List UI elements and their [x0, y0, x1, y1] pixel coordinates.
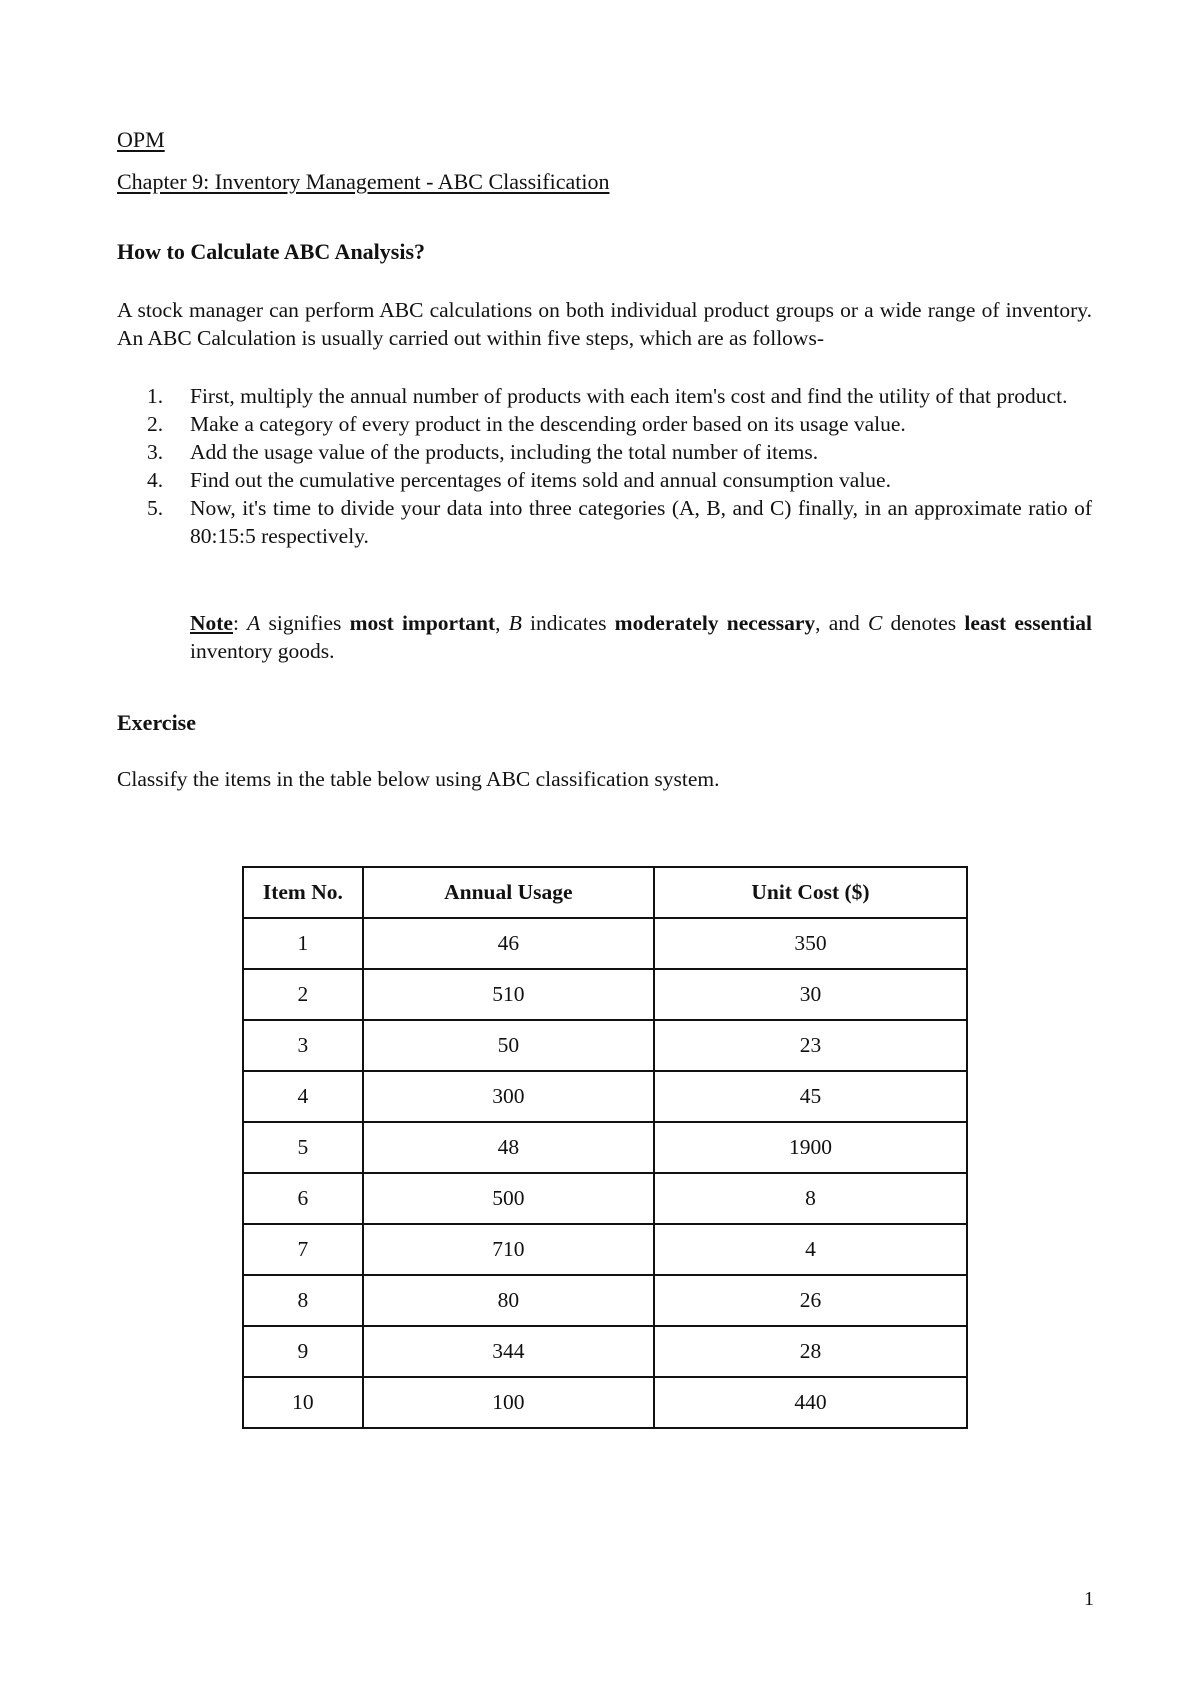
- item-no-cell: 2: [243, 969, 363, 1020]
- item-no-cell: 9: [243, 1326, 363, 1377]
- note-paragraph: Note: A signifies most important, B indicates moderately necessary, and C denotes least essential inventory goods.: [190, 611, 1093, 663]
- item-no-cell: 4: [243, 1071, 363, 1122]
- column-header-item-no: Item No.: [243, 867, 363, 918]
- category-a-meaning: most important: [349, 611, 496, 635]
- list-item: [117, 382, 1092, 410]
- table-row: [243, 1377, 967, 1428]
- category-c-meaning: least essential: [964, 611, 1093, 635]
- item-no-cell: 1: [243, 918, 363, 969]
- step-number: 5.: [147, 496, 164, 520]
- annual-usage-cell: 50: [363, 1020, 654, 1071]
- chapter-title: Chapter 9: Inventory Management - ABC Classification: [117, 169, 610, 194]
- annual-usage-cell: 710: [363, 1224, 654, 1275]
- table-row: [243, 918, 967, 969]
- annual-usage-cell: 46: [363, 918, 654, 969]
- unit-cost-cell: 23: [654, 1020, 967, 1071]
- table-row: [243, 1275, 967, 1326]
- exercise-instruction: Classify the items in the table below using ABC classification system.: [117, 767, 720, 791]
- step-number: 2.: [147, 412, 164, 436]
- unit-cost-cell: 4: [654, 1224, 967, 1275]
- step-text: Find out the cumulative percentages of items sold and annual consumption value.: [190, 468, 891, 492]
- item-no-cell: 10: [243, 1377, 363, 1428]
- unit-cost-cell: 1900: [654, 1122, 967, 1173]
- category-c-letter: C: [867, 611, 883, 635]
- step-text: Now, it's time to divide your data into three categories (A, B, and C) finally, in an approximate ratio of 80:15:5 respectively.: [190, 496, 1092, 548]
- course-code: OPM: [117, 127, 165, 152]
- annual-usage-cell: 80: [363, 1275, 654, 1326]
- unit-cost-cell: 440: [654, 1377, 967, 1428]
- item-no-cell: 7: [243, 1224, 363, 1275]
- inventory-table: [242, 866, 968, 1429]
- annual-usage-cell: 510: [363, 969, 654, 1020]
- page-number: 1: [1084, 1588, 1094, 1610]
- annual-usage-cell: 344: [363, 1326, 654, 1377]
- column-header-unit-cost: Unit Cost ($): [654, 867, 967, 918]
- table-row: [243, 1122, 967, 1173]
- annual-usage-cell: 300: [363, 1071, 654, 1122]
- category-b-letter: B: [508, 611, 522, 635]
- category-a-letter: A: [247, 611, 261, 635]
- step-text: First, multiply the annual number of products with each item's cost and find the utility of that product.: [190, 384, 1068, 408]
- annual-usage-cell: 48: [363, 1122, 654, 1173]
- category-b-meaning: moderately necessary: [614, 611, 816, 635]
- table-row: [243, 1326, 967, 1377]
- list-item: [117, 466, 1092, 494]
- step-text: Make a category of every product in the descending order based on its usage value.: [190, 412, 906, 436]
- table-row: [243, 1173, 967, 1224]
- unit-cost-cell: 8: [654, 1173, 967, 1224]
- annual-usage-cell: 100: [363, 1377, 654, 1428]
- column-header-annual-usage: Annual Usage: [363, 867, 654, 918]
- unit-cost-cell: 45: [654, 1071, 967, 1122]
- exercise-heading: Exercise: [117, 710, 197, 735]
- list-item: [117, 494, 1092, 550]
- table-row: [243, 1224, 967, 1275]
- table-row: [243, 1020, 967, 1071]
- intro-paragraph: A stock manager can perform ABC calculations on both individual product groups or a wide range of inventory. An ABC Calculation is usually carried out within five steps, which are as follows-: [117, 298, 1092, 350]
- step-number: 1.: [147, 384, 164, 408]
- table-row: [243, 1071, 967, 1122]
- step-text: Add the usage value of the products, including the total number of items.: [190, 440, 819, 464]
- item-no-cell: 3: [243, 1020, 363, 1071]
- step-number: 4.: [147, 468, 164, 492]
- list-item: [117, 410, 1092, 438]
- section-heading: How to Calculate ABC Analysis?: [117, 239, 426, 264]
- unit-cost-cell: 30: [654, 969, 967, 1020]
- unit-cost-cell: 26: [654, 1275, 967, 1326]
- step-number: 3.: [147, 440, 164, 464]
- table-header-row: [243, 867, 967, 918]
- unit-cost-cell: 28: [654, 1326, 967, 1377]
- note-label: Note: [190, 611, 233, 635]
- item-no-cell: 6: [243, 1173, 363, 1224]
- list-item: [117, 438, 1092, 466]
- annual-usage-cell: 500: [363, 1173, 654, 1224]
- unit-cost-cell: 350: [654, 918, 967, 969]
- item-no-cell: 8: [243, 1275, 363, 1326]
- item-no-cell: 5: [243, 1122, 363, 1173]
- table-row: [243, 969, 967, 1020]
- steps-list: [117, 382, 1092, 550]
